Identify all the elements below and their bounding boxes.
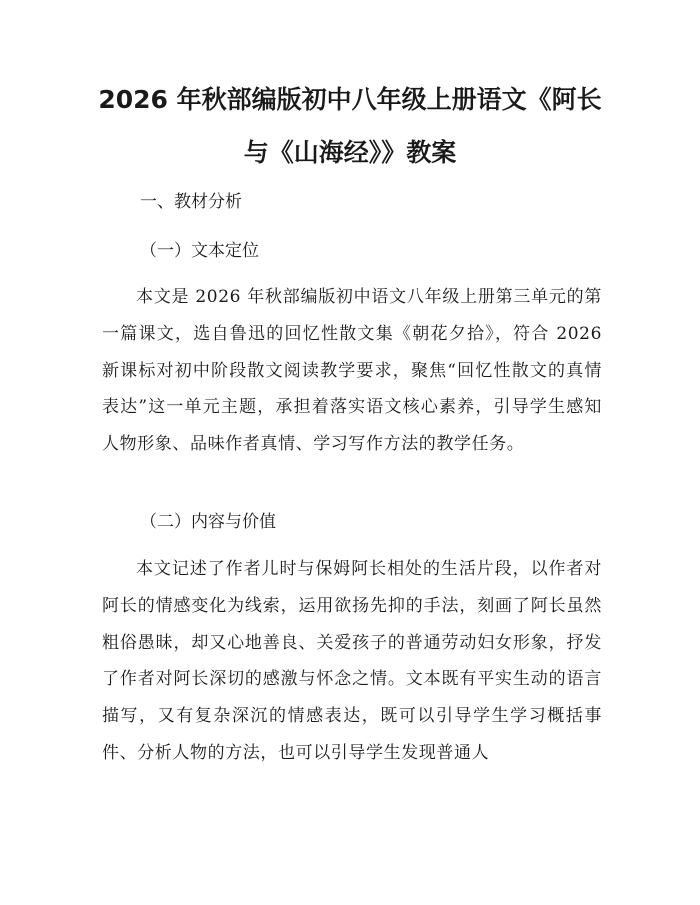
paragraph-text-positioning: 本文是 2026 年秋部编版初中语文八年级上册第三单元的第一篇课文，选自鲁迅的回忆性散文集《朝花夕拾》，符合 2026 新课标对初中阶段散文阅读教学要求，聚焦“回忆性散文的真情表达”这一单元主题，承担着落实语文核心素养，引导学生感知人物形象、品味作者真情、学习写作方法的教学任务。 (102, 287, 602, 455)
subsection-heading-content-value: （二）内容与价值 (140, 512, 276, 532)
section-heading-textbook-analysis: 一、教材分析 (140, 192, 242, 212)
document-title-line-1: 2026 年秋部编版初中八年级上册语文《阿长 (98, 85, 602, 114)
subsection-heading-text-positioning: （一）文本定位 (140, 241, 259, 261)
paragraph-content-value: 本文记述了作者儿时与保姆阿长相处的生活片段，以作者对阿长的情感变化为线索，运用欲扬先抑的手法，刻画了阿长虽然粗俗愚昧，却又心地善良、关爱孩子的普通劳动妇女形象，抒发了作者对阿长深切的感激与怀念之情。文本既有平实生动的语言描写，又有复杂深沉的情感表达，既可以引导学生学习概括事件、分析人物的方法，也可以引导学生发现普通人 (102, 559, 602, 763)
document-title-line-2: 与《山海经》》教案 (243, 138, 457, 167)
